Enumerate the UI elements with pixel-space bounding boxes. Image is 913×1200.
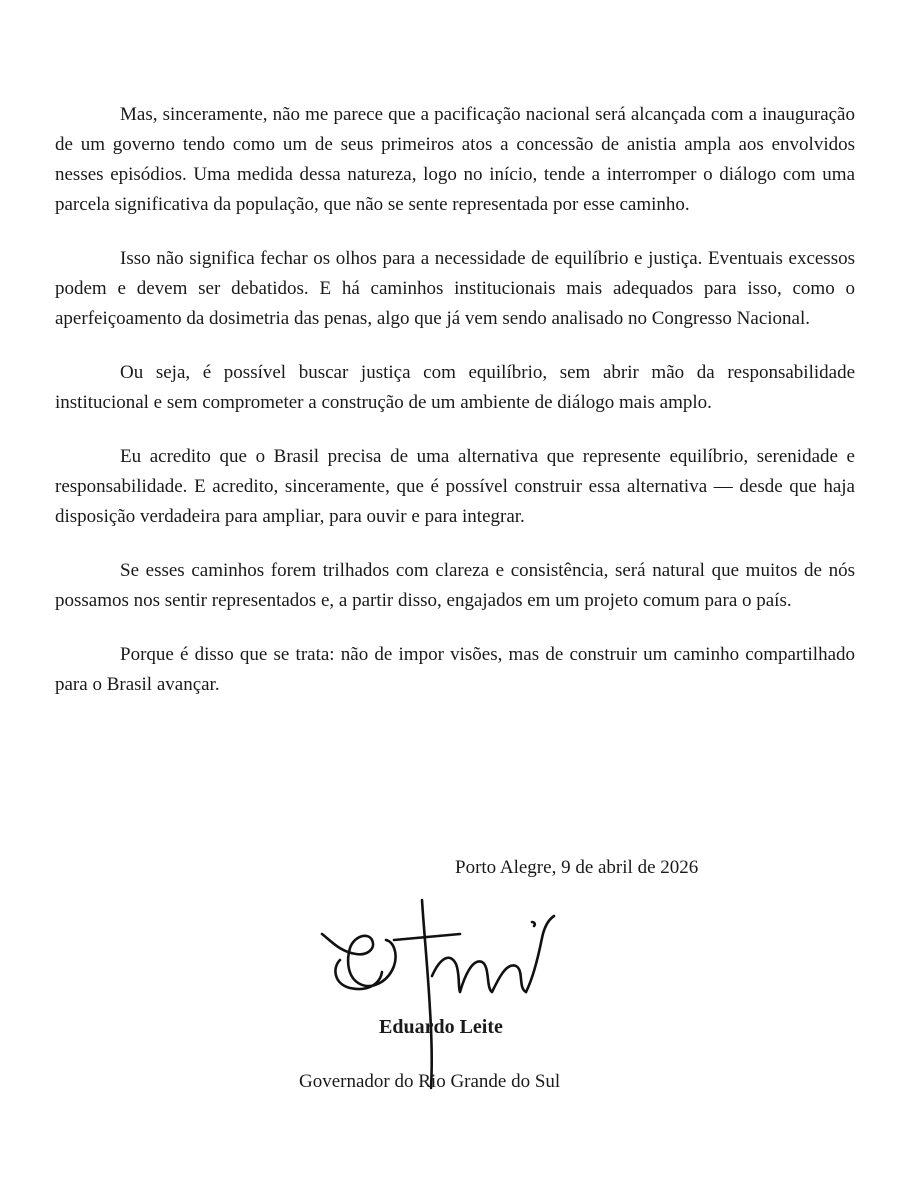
paragraph-1: Mas, sinceramente, não me parece que a pacificação nacional será alcançada com a inauguração de um governo tendo como um de seus primeiros atos a concessão de anistia ampla aos envolvidos nesses episódios. Uma medida dessa natureza, logo no início, tende a interromper o diálogo com uma parcela significativa da população, que não se sente representada por esse caminho.: [55, 104, 855, 215]
place-date: Porto Alegre, 9 de abril de 2026: [455, 857, 699, 878]
paragraph-4: Eu acredito que o Brasil precisa de uma alternativa que represente equilíbrio, serenidade e responsabilidade. E acredito, sinceramente, que é possível construir essa alternativa — desde que haja disposição verdadeira para ampliar, para ouvir e para integrar.: [55, 446, 855, 527]
paragraph-2: Isso não significa fechar os olhos para a necessidade de equilíbrio e justiça. Eventuais excessos podem e devem ser debatidos. E há caminhos institucionais mais adequados para isso, como o aperfeiçoamento da dosimetria das penas, algo que já vem sendo analisado no Congresso Nacional.: [55, 248, 855, 329]
signer-role: Governador do Rio Grande do Sul: [299, 1071, 561, 1092]
paragraph-3: Ou seja, é possível buscar justiça com equilíbrio, sem abrir mão da responsabilidade institucional e sem comprometer a construção de um ambiente de diálogo mais amplo.: [55, 362, 855, 413]
paragraph-5: Se esses caminhos forem trilhados com clareza e consistência, será natural que muitos de nós possamos nos sentir representados e, a partir disso, engajados em um projeto comum para o país.: [55, 560, 855, 611]
paragraph-6: Porque é disso que se trata: não de impor visões, mas de construir um caminho compartilhado para o Brasil avançar.: [55, 644, 855, 695]
signer-name: Eduardo Leite: [379, 1016, 503, 1038]
letter-body: [55, 100, 855, 724]
handwritten-signature: [310, 892, 570, 1092]
